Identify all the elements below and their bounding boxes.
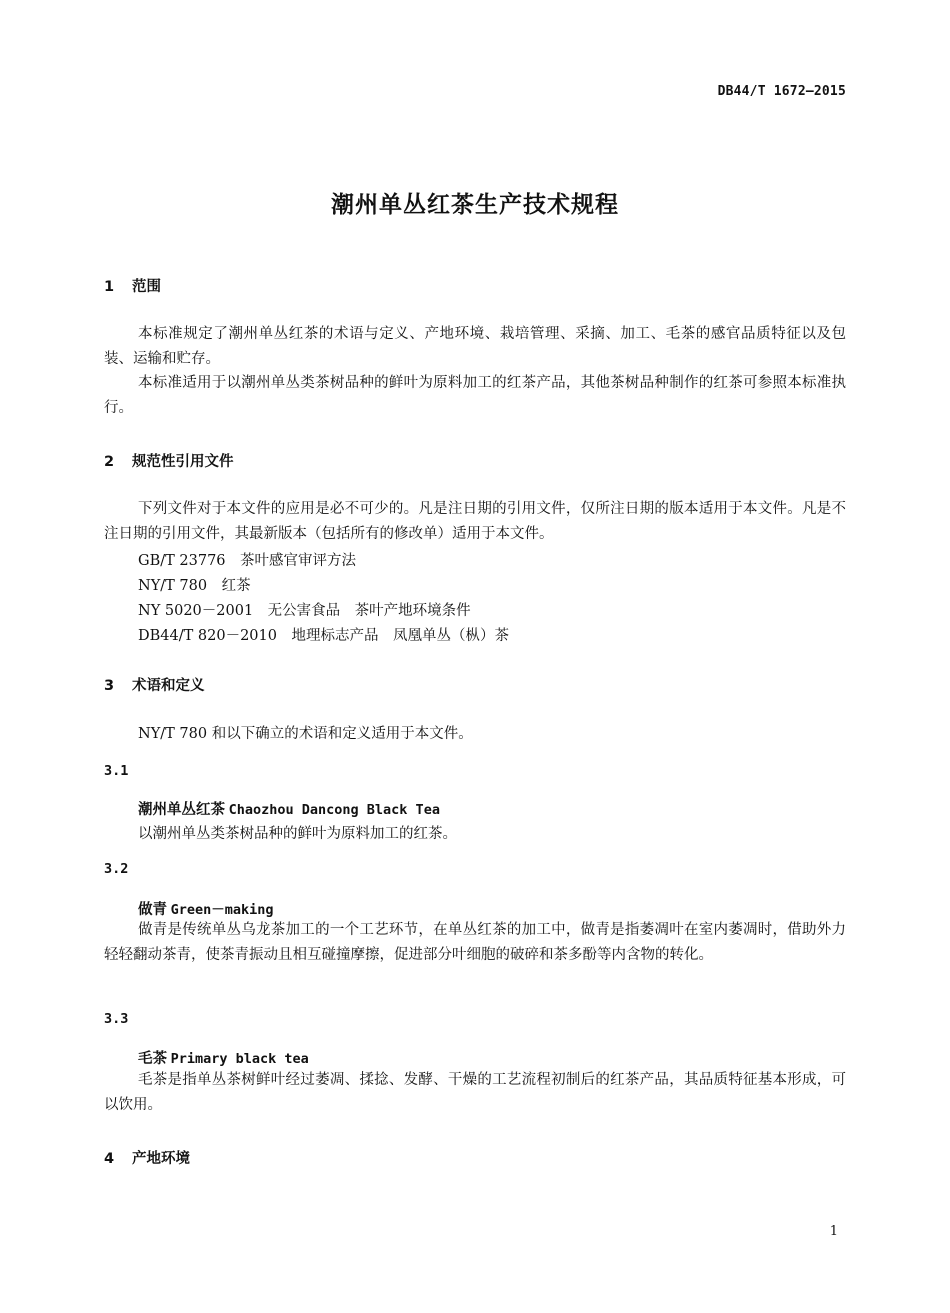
term-heading [138, 898, 274, 919]
section-heading-environment [104, 1147, 190, 1168]
terms-intro: NY/T 780 和以下确立的术语和定义适用于本文件。 [138, 726, 473, 742]
scope-paragraph-2: 本标准适用于以潮州单丛类茶树品种的鲜叶为原料加工的红茶产品，其他茶树品种制作的红茶可参照本标准执行。 [104, 375, 846, 416]
term-zh: 毛茶 [138, 1051, 167, 1067]
term-heading [138, 1047, 309, 1068]
term-definition: 做青是传统单丛乌龙茶加工的一个工艺环节，在单丛红茶的加工中，做青是指萎凋叶在室内萎凋时，借助外力轻轻翻动茶青，使茶青振动且相互碰撞摩擦，促进部分叶细胞的破碎和茶多酚等内含物的转化。 [104, 922, 846, 963]
document-title: 潮州单丛红茶生产技术规程 [331, 192, 619, 218]
section-title: 规范性引用文件 [132, 454, 234, 470]
section-number: 2 [104, 454, 115, 470]
term-definition: 毛茶是指单丛茶树鲜叶经过萎凋、揉捻、发酵、干燥的工艺流程初制后的红茶产品，其品质特征基本形成，可以饮用。 [104, 1072, 846, 1113]
subsection-number: 3.3 [104, 1011, 129, 1027]
reference-item: GB/T 23776 茶叶感官审评方法 [138, 553, 357, 569]
term-zh: 潮州单丛红茶 [138, 802, 225, 818]
section-heading-normative [104, 450, 234, 471]
reference-item: DB44/T 820－2010 地理标志产品 凤凰单丛（枞）茶 [138, 628, 509, 644]
term-en: Green－making [170, 902, 274, 918]
term-heading [138, 798, 440, 819]
section-number: 4 [104, 1151, 115, 1167]
subsection-number: 3.1 [104, 763, 129, 779]
standard-code: DB44/T 1672—2015 [717, 84, 846, 99]
section-title: 术语和定义 [132, 678, 205, 694]
page-number: 1 [829, 1224, 838, 1239]
term-zh: 做青 [138, 902, 167, 918]
section-title: 范围 [132, 279, 161, 295]
term-en: Primary black tea [170, 1051, 309, 1067]
scope-paragraph-1: 本标准规定了潮州单丛红茶的术语与定义、产地环境、栽培管理、采摘、加工、毛茶的感官品质特征以及包装、运输和贮存。 [104, 326, 846, 367]
reference-item: NY/T 780 红茶 [138, 578, 251, 594]
subsection-number: 3.2 [104, 861, 129, 877]
term-en: Chaozhou Dancong Black Tea [228, 802, 440, 818]
section-heading-scope [104, 275, 161, 296]
section-number: 3 [104, 678, 115, 694]
normative-intro: 下列文件对于本文件的应用是必不可少的。凡是注日期的引用文件，仅所注日期的版本适用于本文件。凡是不注日期的引用文件，其最新版本（包括所有的修改单）适用于本文件。 [104, 501, 846, 542]
section-heading-terms [104, 674, 205, 695]
section-title: 产地环境 [132, 1151, 190, 1167]
section-number: 1 [104, 279, 115, 295]
reference-item: NY 5020－2001 无公害食品 茶叶产地环境条件 [138, 603, 471, 619]
term-definition: 以潮州单丛类茶树品种的鲜叶为原料加工的红茶。 [138, 826, 457, 842]
